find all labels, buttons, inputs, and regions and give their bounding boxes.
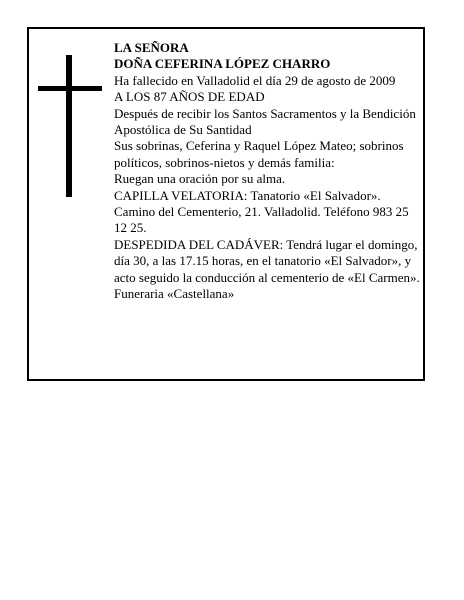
age-line: A LOS 87 AÑOS DE EDAD bbox=[114, 89, 265, 105]
cross-horizontal-bar bbox=[38, 86, 102, 91]
chapel-line: CAPILLA VELATORIA: Tanatorio «El Salvador». Camino del Cementerio, 21. Valladolid. Teléfono 983 25 12 25. bbox=[114, 187, 409, 236]
deceased-title: LA SEÑORA bbox=[114, 40, 189, 55]
funeral-home-line: Funeraria «Castellana» bbox=[114, 286, 235, 302]
prayer-line: Ruegan una oración por su alma. bbox=[114, 171, 286, 187]
obituary-text-block bbox=[114, 40, 420, 303]
cross-vertical-bar bbox=[66, 55, 72, 197]
family-line: Sus sobrinas, Ceferina y Raquel López Mateo; sobrinos políticos, sobrinos-nietos y demás familia: bbox=[114, 138, 404, 170]
death-date-line: Ha fallecido en Valladolid el día 29 de agosto de 2009 bbox=[114, 72, 396, 88]
latin-cross-icon bbox=[38, 55, 102, 197]
deceased-name: DOÑA CEFERINA LÓPEZ CHARRO bbox=[114, 56, 331, 72]
sacraments-line: Después de recibir los Santos Sacramentos y la Bendición Apostólica de Su Santidad bbox=[114, 105, 416, 138]
farewell-line: DESPEDIDA DEL CADÁVER: Tendrá lugar el domingo, día 30, a las 17.15 horas, en el tanatorio «El Salvador», y acto seguido la conducción al cementerio de «El Carmen». bbox=[114, 236, 420, 285]
